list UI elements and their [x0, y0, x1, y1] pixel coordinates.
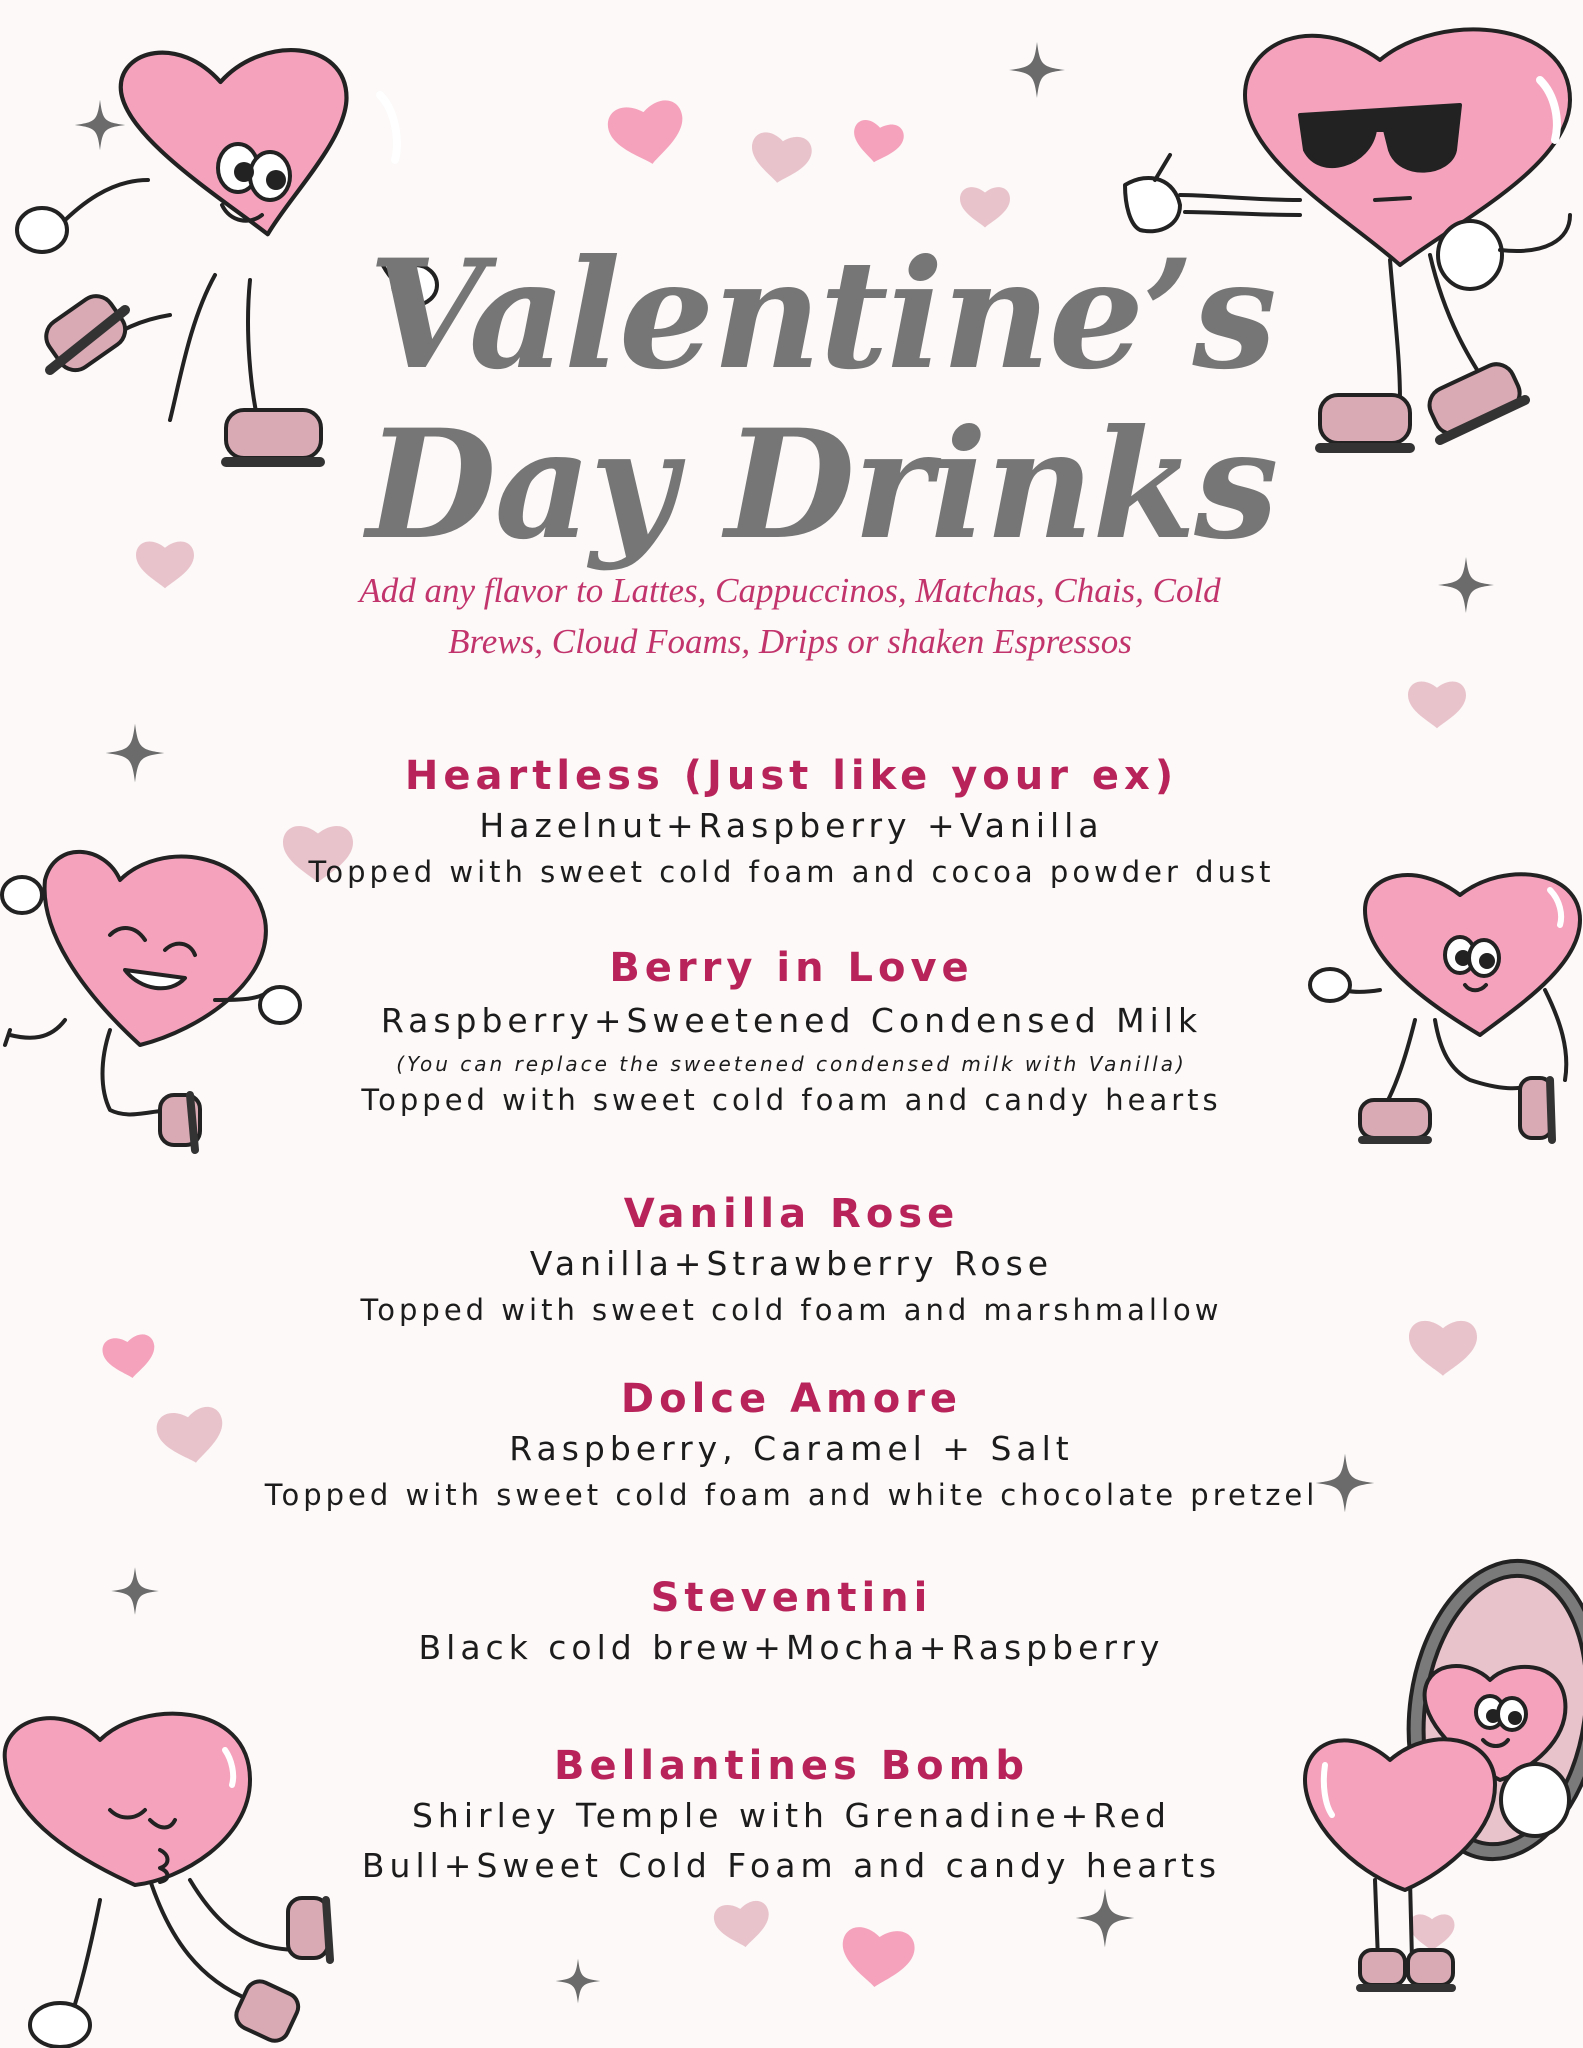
menu-item-steventini — [0, 1573, 1583, 1673]
subtitle-line-2: Brews, Cloud Foams, Drips or shaken Espressos — [448, 622, 1132, 661]
item-flavors-line-2: Bull+Sweet Cold Foam and candy hearts — [361, 1846, 1222, 1885]
title-line-1: Valentine’s — [368, 227, 1275, 403]
item-flavors: Black cold brew+Mocha+Raspberry — [418, 1628, 1165, 1667]
item-flavors-line-1: Shirley Temple with Grenadine+Red — [411, 1796, 1172, 1835]
menu-item-heartless — [0, 751, 1583, 893]
item-name: Bellantines Bomb — [554, 1743, 1029, 1789]
menu-item-berry-in-love — [0, 943, 1583, 1121]
item-name: Berry in Love — [609, 945, 974, 991]
item-name: Vanilla Rose — [623, 1191, 960, 1237]
item-name: Dolce Amore — [620, 1376, 963, 1422]
item-name: Steventini — [650, 1575, 933, 1621]
item-topping: Topped with sweet cold foam and marshmallow — [360, 1293, 1223, 1327]
title-line-2: Day Drinks — [366, 397, 1277, 573]
menu-item-bellantines-bomb — [0, 1741, 1583, 1891]
item-topping: Topped with sweet cold foam and white chocolate pretzel — [264, 1478, 1319, 1512]
item-topping: Topped with sweet cold foam and cocoa powder dust — [308, 855, 1275, 889]
item-flavors: Raspberry, Caramel + Salt — [509, 1429, 1074, 1468]
item-name: Heartless (Just like your ex) — [404, 753, 1179, 799]
menu-item-vanilla-rose — [0, 1189, 1583, 1331]
menu-item-dolce-amore — [0, 1374, 1583, 1516]
item-flavors: Vanilla+Strawberry Rose — [529, 1244, 1054, 1283]
subtitle-line-1: Add any flavor to Lattes, Cappuccinos, Matchas, Chais, Cold — [359, 571, 1221, 610]
item-topping: Topped with sweet cold foam and candy hearts — [361, 1083, 1222, 1117]
item-note: (You can replace the sweetened condensed milk with Vanilla) — [396, 1052, 1187, 1076]
item-flavors: Hazelnut+Raspberry +Vanilla — [479, 806, 1104, 845]
item-flavors: Raspberry+Sweetened Condensed Milk — [380, 1001, 1203, 1040]
